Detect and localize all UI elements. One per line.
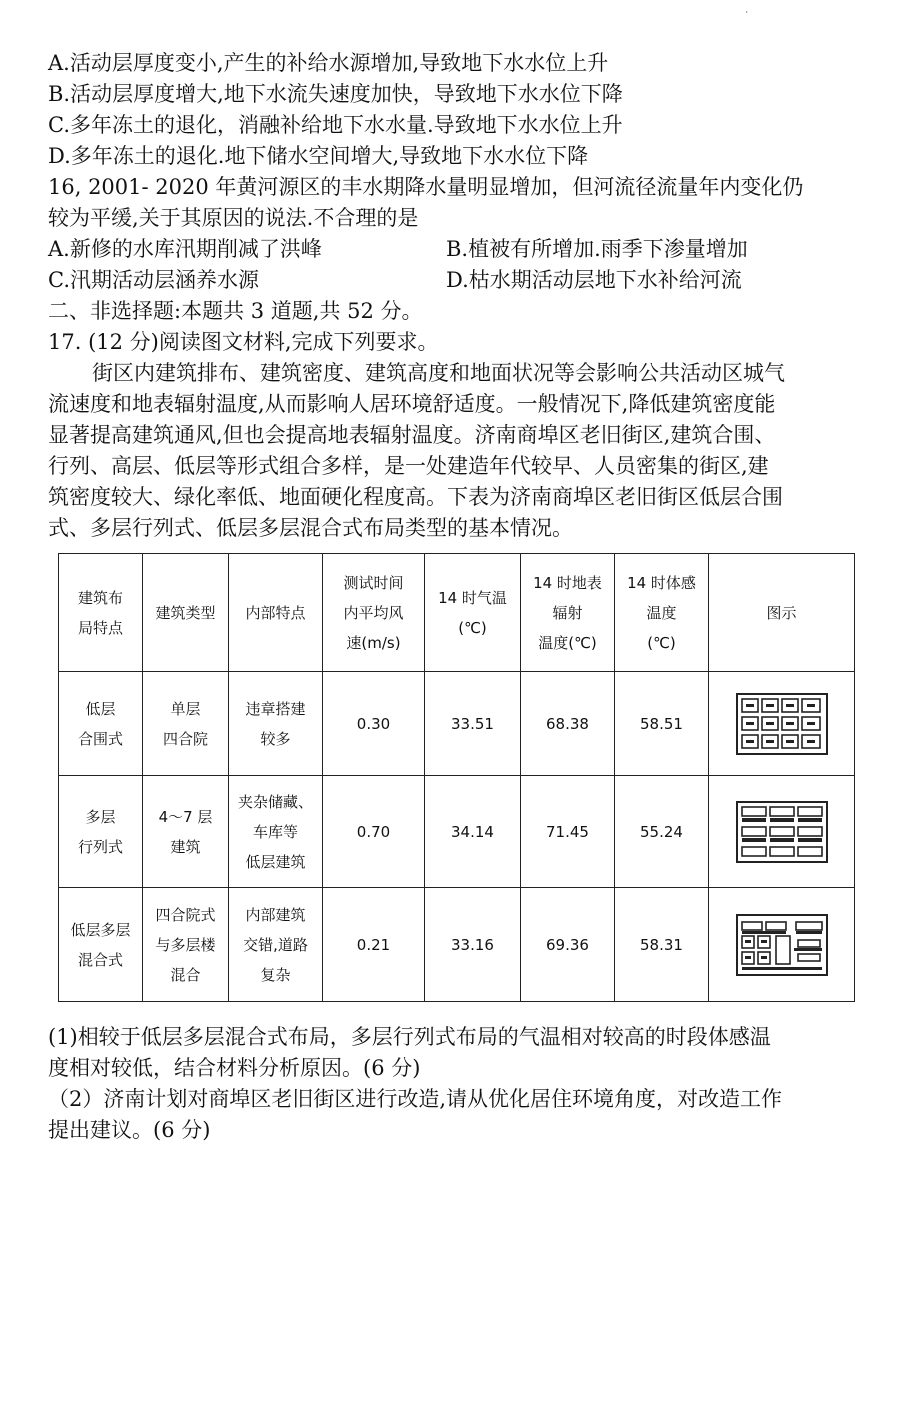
header-surface-temp: 14 时地表 辐射 温度(℃): [521, 554, 615, 672]
cell-feel-temp: 58.51: [615, 672, 709, 776]
table-row: [59, 888, 855, 1002]
cell-layout: 低层 合围式: [59, 672, 143, 776]
cell-diagram: [709, 776, 855, 888]
q15-option-b: B.活动层厚度增大,地下水流失速度加快，导致地下水水位下降: [48, 82, 623, 106]
q17-sub2-line1: （2）济南计划对商埠区老旧街区进行改造,请从优化居住环境角度，对改造工作: [48, 1087, 783, 1111]
header-layout: 建筑布 局特点: [59, 554, 143, 672]
q17-material-line: 式、多层行列式、低层多层混合式布局类型的基本情况。: [48, 516, 573, 540]
cell-surface-temp: 68.38: [521, 672, 615, 776]
header-feature: 内部特点: [229, 554, 323, 672]
cell-wind: 0.21: [323, 888, 425, 1002]
cell-surface-temp: 71.45: [521, 776, 615, 888]
table-header-row: [59, 554, 855, 672]
cell-layout: 低层多层 混合式: [59, 888, 143, 1002]
row-buildings-icon: [736, 801, 828, 863]
header-wind: 测试时间 内平均风 速(m/s): [323, 554, 425, 672]
q16-option-a: A.新修的水库汛期削减了洪峰: [48, 237, 322, 261]
cell-wind: 0.70: [323, 776, 425, 888]
header-air-temp: 14 时气温 (℃): [425, 554, 521, 672]
cell-diagram: [709, 672, 855, 776]
q17-material-line: 行列、高层、低层等形式组合多样，是一处建造年代较早、人员密集的街区,建: [48, 454, 769, 478]
cell-feel-temp: 55.24: [615, 776, 709, 888]
q16-option-d: D.枯水期活动层地下水补给河流: [446, 268, 742, 292]
header-diagram: 图示: [709, 554, 855, 672]
q17-sub1-line1: (1)相较于低层多层混合式布局，多层行列式布局的气温相对较高的时段体感温: [48, 1025, 771, 1049]
enclosed-courtyard-icon: [736, 693, 828, 755]
cell-air-temp: 34.14: [425, 776, 521, 888]
q15-option-c: C.多年冻土的退化，消融补给地下水水量.导致地下水水位上升: [48, 113, 623, 137]
mixed-layout-icon: [736, 914, 828, 976]
header-type: 建筑类型: [143, 554, 229, 672]
section-heading: 二、非选择题:本题共 3 道题,共 52 分。: [48, 299, 423, 323]
cell-feature: 违章搭建 较多: [229, 672, 323, 776]
q17-material-line: 流速度和地表辐射温度,从而影响人居环境舒适度。一般情况下,降低建筑密度能: [48, 392, 776, 416]
cell-type: 单层 四合院: [143, 672, 229, 776]
scan-dot: ·: [745, 8, 748, 17]
q17-material-line: 筑密度较大、绿化率低、地面硬化程度高。下表为济南商埠区老旧街区低层合围: [48, 485, 783, 509]
cell-air-temp: 33.51: [425, 672, 521, 776]
cell-feature: 夹杂储藏、 车库等 低层建筑: [229, 776, 323, 888]
cell-type: 4～7 层 建筑: [143, 776, 229, 888]
q16-option-b: B.植被有所增加.雨季下渗量增加: [446, 237, 748, 261]
header-feel-temp: 14 时体感 温度 (℃): [615, 554, 709, 672]
q15-option-a: A.活动层厚度变小,产生的补给水源增加,导致地下水水位上升: [48, 51, 609, 75]
cell-diagram: [709, 888, 855, 1002]
q17-material-line: 街区内建筑排布、建筑密度、建筑高度和地面状况等会影响公共活动区城气: [92, 361, 785, 385]
table-row: [59, 776, 855, 888]
cell-feel-temp: 58.31: [615, 888, 709, 1002]
cell-air-temp: 33.16: [425, 888, 521, 1002]
cell-layout: 多层 行列式: [59, 776, 143, 888]
q16-stem-line1: 16, 2001- 2020 年黄河源区的丰水期降水量明显增加，但河流径流量年内变化仍: [48, 175, 804, 199]
table-row: [59, 672, 855, 776]
q17-material-line: 显著提高建筑通风,但也会提高地表辐射温度。济南商埠区老旧街区,建筑合围、: [48, 423, 776, 447]
q17-sub1-line2: 度相对较低，结合材料分析原因。(6 分): [48, 1056, 421, 1080]
q16-option-c: C.汛期活动层涵养水源: [48, 268, 259, 292]
cell-type: 四合院式 与多层楼 混合: [143, 888, 229, 1002]
building-layout-table: [58, 553, 855, 1002]
cell-feature: 内部建筑 交错,道路 复杂: [229, 888, 323, 1002]
cell-wind: 0.30: [323, 672, 425, 776]
q16-stem-line2: 较为平缓,关于其原因的说法.不合理的是: [48, 206, 419, 230]
q15-option-d: D.多年冻土的退化.地下储水空间增大,导致地下水水位下降: [48, 144, 589, 168]
q17-sub2-line2: 提出建议。(6 分): [48, 1118, 211, 1142]
q17-title: 17. (12 分)阅读图文材料,完成下列要求。: [48, 330, 439, 354]
cell-surface-temp: 69.36: [521, 888, 615, 1002]
